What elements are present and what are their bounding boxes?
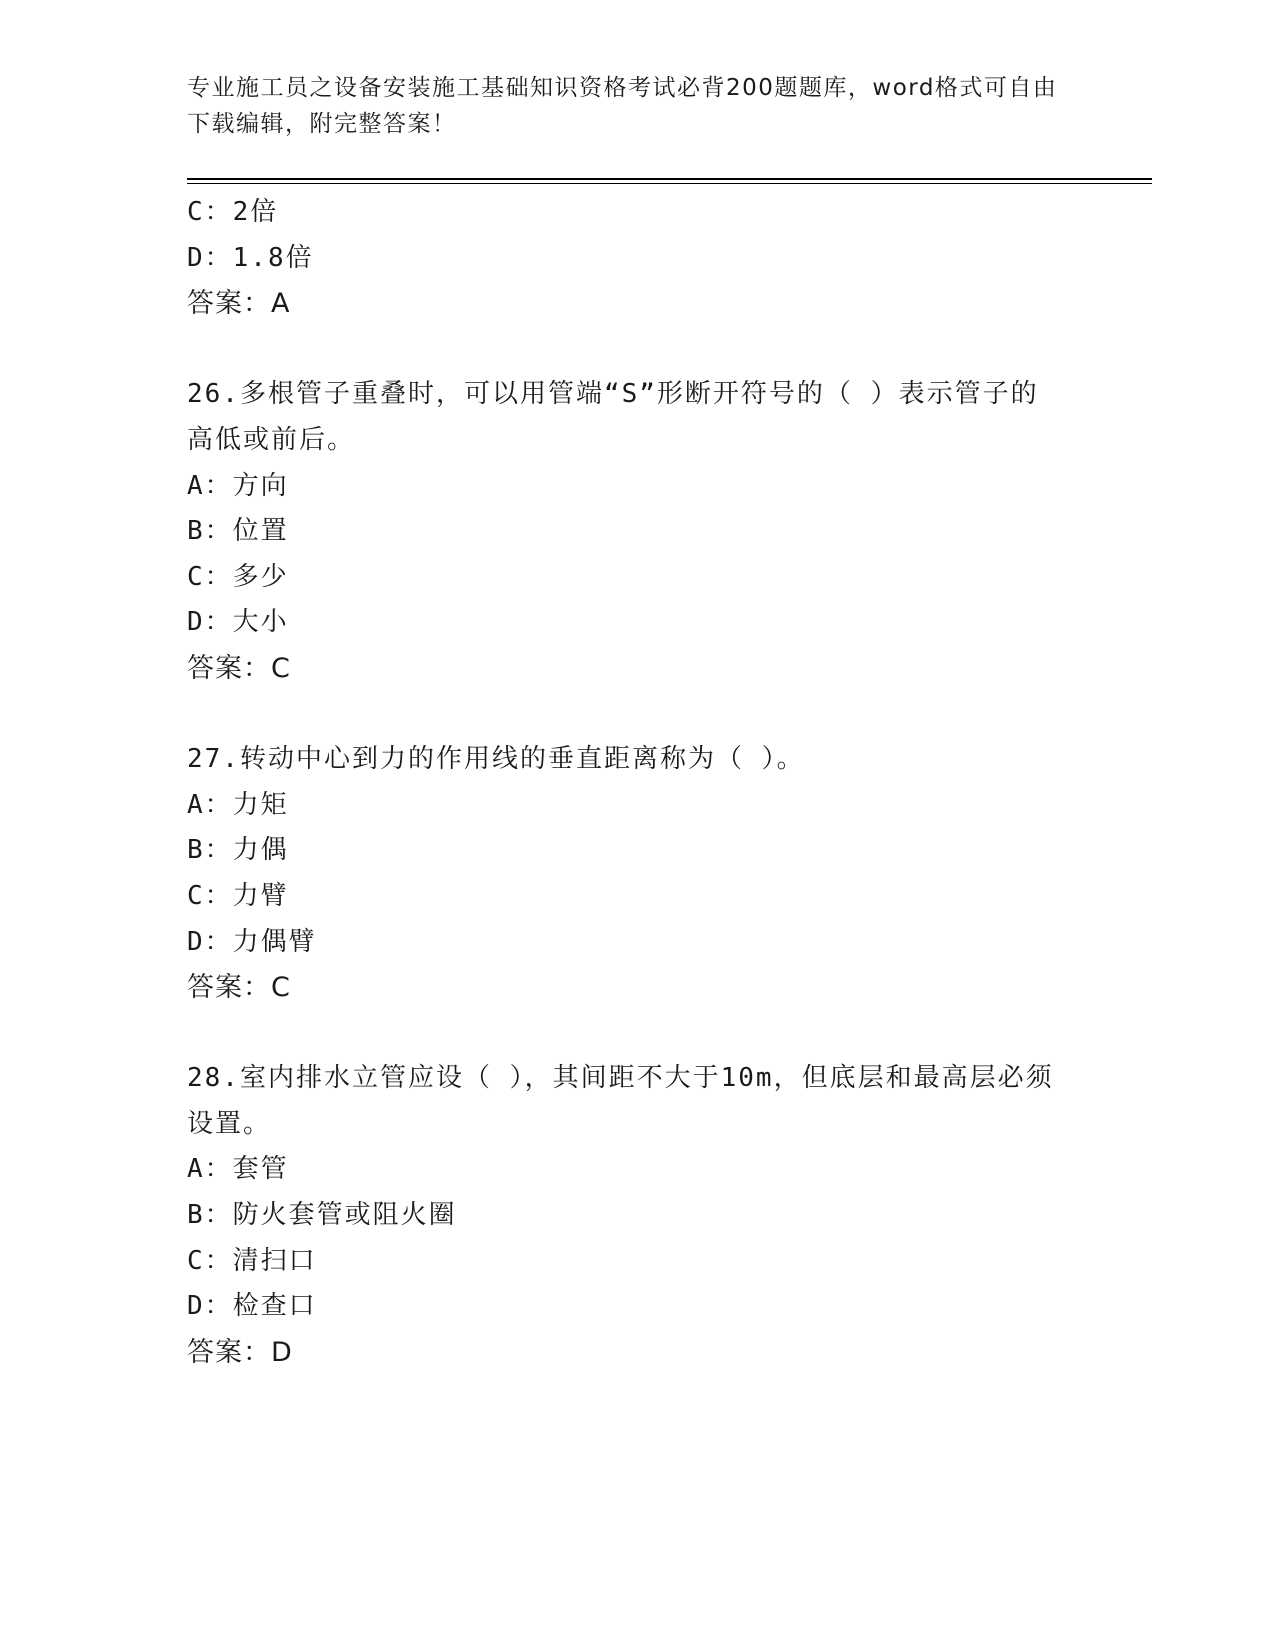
spacer xyxy=(187,692,1087,738)
option-a: A：方向 xyxy=(187,470,289,501)
answer-line: 答案：C xyxy=(187,972,291,1004)
question-stem-line: 28.室内排水立管应设（ ），其间距不大于10m，但底层和最高层必须 xyxy=(187,1063,1054,1094)
answer-line: 答案：A xyxy=(187,288,291,320)
option-c: C：清扫口 xyxy=(187,1245,317,1276)
question-stem-line: 26.多根管子重叠时，可以用管端“S”形断开符号的（ ）表示管子的 xyxy=(187,379,1039,410)
answer-line: 答案：C xyxy=(187,652,291,684)
question-list xyxy=(187,190,1087,1375)
question-stem-line: 设置。 xyxy=(187,1108,272,1139)
header-rule-thick xyxy=(187,178,1152,180)
option-c: C：2倍 xyxy=(187,197,279,227)
option-d: D：检查口 xyxy=(187,1291,317,1322)
option-b: B：防火套管或阻火圈 xyxy=(187,1200,457,1231)
option-b: B：位置 xyxy=(187,516,289,547)
question-stem-line: 27.转动中心到力的作用线的垂直距离称为（ ）。 xyxy=(187,744,805,775)
header-line-1: 专业施工员之设备安装施工基础知识资格考试必背200题题库，word格式可自由 xyxy=(187,75,1058,101)
document-header xyxy=(187,70,1087,142)
option-d: D：大小 xyxy=(187,607,289,638)
spacer xyxy=(187,1011,1087,1057)
option-c: C：力臂 xyxy=(187,880,289,911)
spacer xyxy=(187,327,1087,373)
answer-line: 答案：D xyxy=(187,1336,293,1368)
option-c: C：多少 xyxy=(187,561,289,592)
header-rule-thin xyxy=(187,183,1152,184)
question-stem-27 xyxy=(187,737,1087,783)
option-a: A：力矩 xyxy=(187,789,289,820)
option-d: D：1.8倍 xyxy=(187,242,314,273)
option-b: B：力偶 xyxy=(187,835,289,866)
question-stem-line: 高低或前后。 xyxy=(187,424,356,455)
option-a: A：套管 xyxy=(187,1154,289,1185)
question-stem-26 xyxy=(187,372,1087,463)
question-stem-28 xyxy=(187,1056,1087,1147)
option-d: D：力偶臂 xyxy=(187,926,317,957)
header-line-2: 下载编辑，附完整答案！ xyxy=(187,111,457,137)
